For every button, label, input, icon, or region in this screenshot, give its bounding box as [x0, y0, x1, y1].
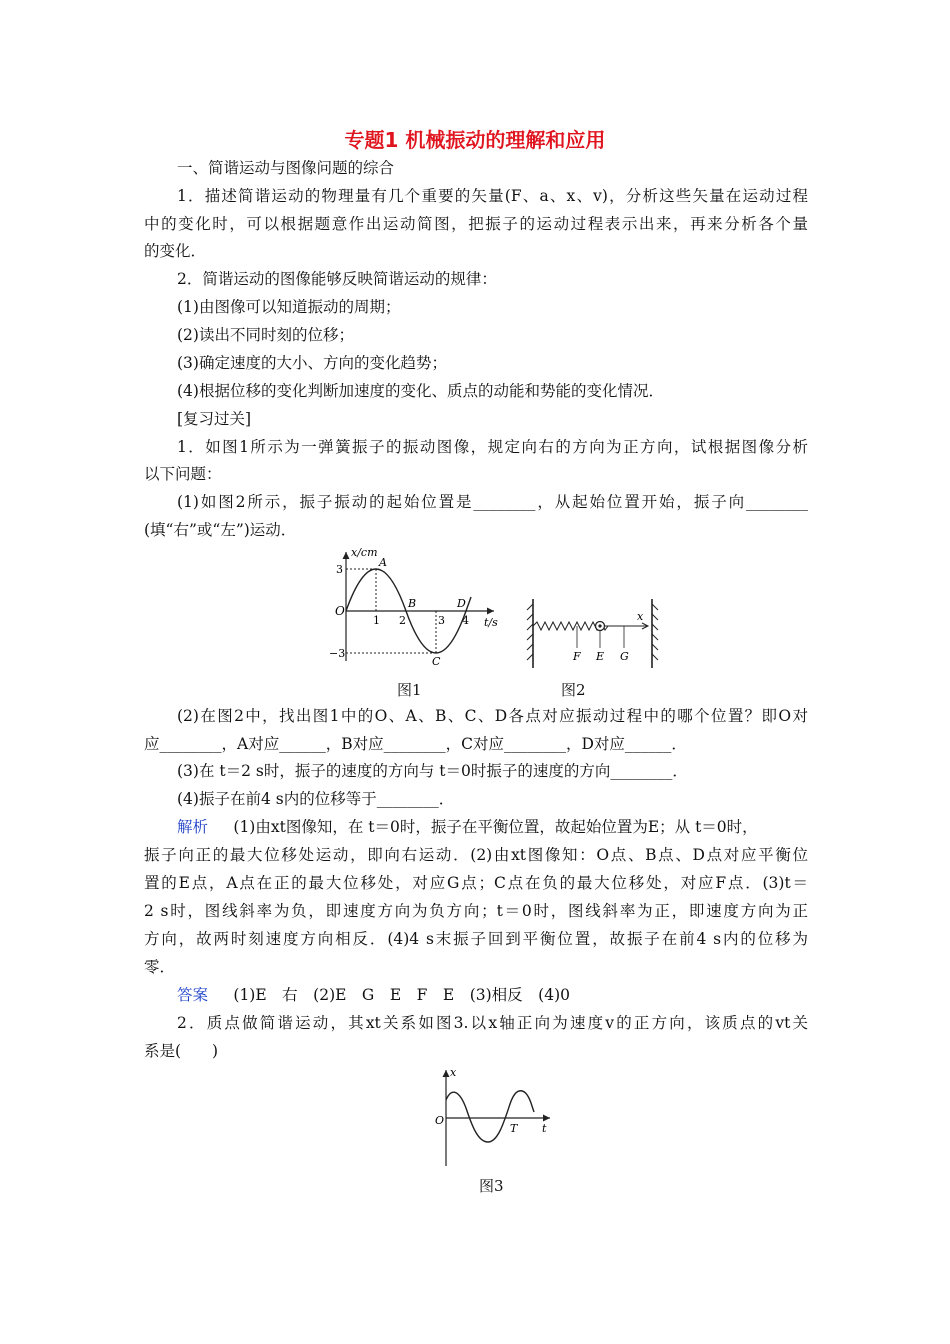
paragraph-line: 1．描述简谐运动的物理量有几个重要的矢量(F、a、x、v)，分析这些矢量在运动过程	[177, 187, 808, 205]
figure-3-xt-graph	[430, 1066, 560, 1170]
origin-label: O	[435, 1114, 445, 1127]
analysis-line: 2 s时，图线斜率为负，即速度方向为负方向；t＝0时，图线斜率为正，即速度方向为正	[144, 902, 808, 920]
x-axis-label: t	[542, 1122, 547, 1135]
x-axis-label: t/s	[484, 616, 498, 629]
analysis-line: 零．	[144, 958, 176, 976]
y-axis-label: x	[450, 1066, 457, 1079]
x-tick-label: 1	[373, 614, 380, 627]
analysis-line: 置的E点，A点在正的最大位移处，对应G点；C点在负的最大位移处，对应F点．(3)t＝	[144, 874, 808, 892]
list-item: (3)确定速度的大小、方向的变化趋势；	[177, 354, 447, 372]
position-label: F	[573, 650, 581, 663]
question-line: (1)如图2所示，振子振动的起始位置是________，从起始位置开始，振子向________	[177, 493, 808, 511]
analysis-text: (1)由xt图像知，在 t＝0时，振子在平衡位置，故起始位置为E；从 t＝0时，	[233, 818, 758, 836]
position-label: G	[620, 650, 629, 663]
point-label: D	[457, 597, 466, 610]
ball-center	[598, 624, 601, 627]
question-line: 以下问题：	[144, 465, 222, 483]
paragraph-line: 中的变化时，可以根据题意作出运动简图，把振子的运动过程表示出来，再来分析各个量	[144, 215, 808, 233]
x-tick-label: 2	[399, 614, 406, 627]
period-label: T	[510, 1122, 518, 1135]
analysis-first-line	[177, 816, 808, 838]
page-title: 专题1 机械振动的理解和应用	[344, 128, 606, 152]
review-heading: [复习过关]	[177, 410, 252, 428]
x-tick-label: 4	[462, 614, 469, 627]
wall-hatching	[527, 604, 533, 660]
question-line: 1．如图1所示为一弹簧振子的振动图像，规定向右的方向为正方向，试根据图像分析	[177, 438, 808, 456]
figure-2-spring-oscillator	[524, 596, 659, 672]
question-line: 系是( )	[144, 1042, 219, 1060]
analysis-label: 解析	[177, 818, 209, 836]
y-tick-label: 3	[336, 563, 343, 576]
figure-2-caption: 图2	[561, 681, 586, 699]
sine-curve	[446, 1091, 534, 1142]
answer-label: 答案	[177, 986, 209, 1004]
answer-text: (1)E 右 (2)E G E F E (3)相反 (4)0	[233, 986, 570, 1004]
answer-line	[177, 984, 808, 1006]
figure-1-xt-graph	[326, 546, 506, 672]
axis-label: x	[637, 610, 644, 623]
question-line: 2．质点做简谐运动，其xt关系如图3.以x轴正向为速度v的正方向，该质点的vt关	[177, 1014, 808, 1032]
position-label: E	[596, 650, 605, 663]
question-line: (3)在 t＝2 s时，振子的速度的方向与 t＝0时振子的速度的方向________．	[177, 762, 688, 780]
paragraph-line: 2．简谐运动的图像能够反映简谐运动的规律：	[177, 270, 497, 288]
list-item: (2)读出不同时刻的位移；	[177, 326, 354, 344]
question-line: (2)在图2中，找出图1中的O、A、B、C、D各点对应振动过程中的哪个位置？即O对	[177, 707, 808, 725]
y-axis-label: x/cm	[351, 546, 378, 559]
question-line: (4)振子在前4 s内的位移等于________．	[177, 790, 455, 808]
analysis-line: 振子向正的最大位移处运动，即向右运动．(2)由xt图像知：O点、B点、D点对应平衡位	[144, 846, 808, 864]
analysis-line: 方向，故两时刻速度方向相反．(4)4 s末振子回到平衡位置，故振子在前4 s内的位移为	[144, 930, 808, 948]
paragraph-line: 的变化．	[144, 242, 207, 260]
figure-1-caption: 图1	[397, 681, 422, 699]
point-label: B	[408, 597, 417, 610]
point-label: A	[379, 556, 387, 569]
question-line: 应________，A对应______，B对应________，C对应________，D对应______．	[144, 735, 687, 753]
section-heading: 一、简谐运动与图像问题的综合	[177, 159, 395, 177]
x-tick-label: 3	[438, 614, 445, 627]
list-item: (1)由图像可以知道振动的周期；	[177, 298, 401, 316]
question-line: (填“右”或“左”)运动．	[144, 521, 297, 539]
point-label: C	[432, 655, 441, 668]
list-item: (4)根据位移的变化判断加速度的变化、质点的动能和势能的变化情况．	[177, 382, 664, 400]
wall-hatching	[652, 604, 658, 660]
y-tick-label: −3	[329, 647, 346, 660]
figure-3-caption: 图3	[479, 1177, 504, 1195]
origin-label: O	[335, 604, 345, 618]
